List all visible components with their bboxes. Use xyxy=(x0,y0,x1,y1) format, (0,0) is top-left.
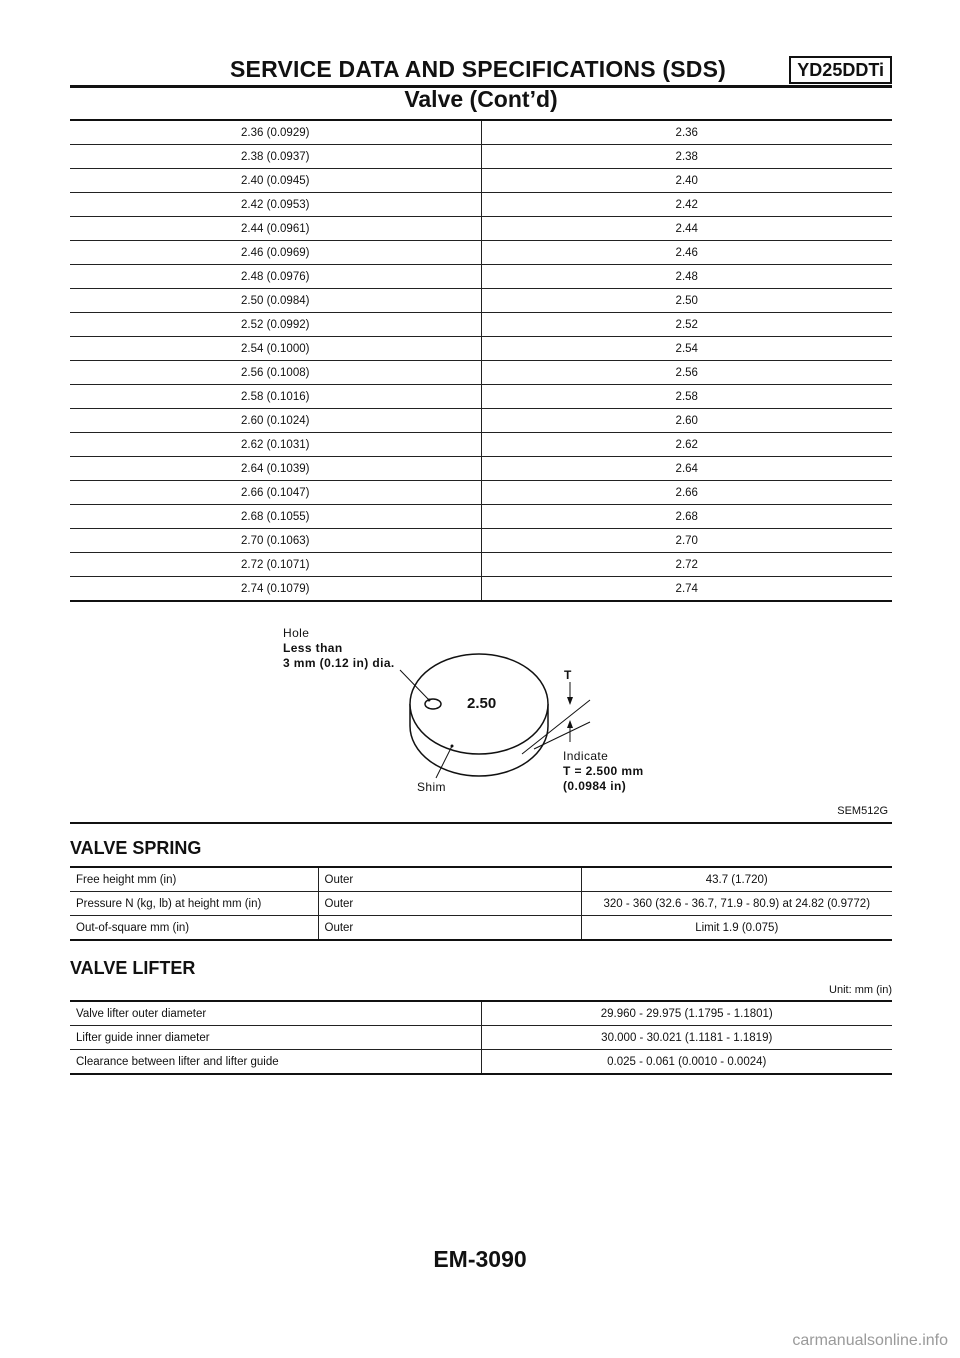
indicate-value-inch: (0.0984 in) xyxy=(563,779,627,793)
identification-mark-cell: 2.50 xyxy=(481,289,892,313)
identification-mark-cell: 2.38 xyxy=(481,145,892,169)
lifter-value-cell: 29.960 - 29.975 (1.1795 - 1.1801) xyxy=(481,1001,892,1026)
t-label: T xyxy=(564,668,572,682)
header-subtitle: Valve (Cont’d) xyxy=(404,86,558,112)
valve-spring-title: VALVE SPRING xyxy=(70,838,202,858)
unit-note: Unit: mm (in) xyxy=(829,984,892,996)
spring-item-cell: Free height mm (in) xyxy=(70,867,318,892)
lifter-item-cell: Lifter guide inner diameter xyxy=(70,1026,481,1050)
shim-thickness-mark: 2.50 xyxy=(467,695,497,712)
hole-label: Hole xyxy=(283,626,310,640)
identification-mark-cell: 2.58 xyxy=(481,385,892,409)
table-row xyxy=(70,1026,892,1050)
table-row xyxy=(70,577,892,602)
spring-part-cell: Outer xyxy=(318,916,581,941)
identification-mark-cell: 2.74 xyxy=(481,577,892,602)
table-row xyxy=(70,867,892,892)
shim-thickness-cell: 2.66 (0.1047) xyxy=(70,481,481,505)
spring-part-cell: Outer xyxy=(318,867,581,892)
identification-mark-cell: 2.64 xyxy=(481,457,892,481)
identification-mark-cell: 2.70 xyxy=(481,529,892,553)
valve-lifter-table xyxy=(70,1000,892,1075)
shim-thickness-cell: 2.72 (0.1071) xyxy=(70,553,481,577)
shim-thickness-cell: 2.40 (0.0945) xyxy=(70,169,481,193)
indicate-label: Indicate xyxy=(563,749,609,763)
table-row xyxy=(70,553,892,577)
shim-thickness-cell: 2.68 (0.1055) xyxy=(70,505,481,529)
spring-part-cell: Outer xyxy=(318,892,581,916)
hole-size-note: Less than xyxy=(283,641,343,655)
identification-mark-cell: 2.36 xyxy=(481,120,892,145)
table-row xyxy=(70,916,892,941)
table-row xyxy=(70,529,892,553)
identification-mark-cell: 2.44 xyxy=(481,217,892,241)
shim-thickness-cell: 2.48 (0.0976) xyxy=(70,265,481,289)
shim-thickness-cell: 2.58 (0.1016) xyxy=(70,385,481,409)
identification-mark-cell: 2.42 xyxy=(481,193,892,217)
identification-mark-cell: 2.68 xyxy=(481,505,892,529)
valve-spring-table xyxy=(70,866,892,941)
identification-mark-cell: 2.40 xyxy=(481,169,892,193)
spring-item-cell: Pressure N (kg, lb) at height mm (in) xyxy=(70,892,318,916)
table-row xyxy=(70,1001,892,1026)
identification-mark-cell: 2.46 xyxy=(481,241,892,265)
table-row xyxy=(70,409,892,433)
table-row xyxy=(70,217,892,241)
table-row xyxy=(70,385,892,409)
lifter-item-cell: Clearance between lifter and lifter guide xyxy=(70,1050,481,1075)
identification-mark-cell: 2.72 xyxy=(481,553,892,577)
identification-mark-cell: 2.66 xyxy=(481,481,892,505)
table-row xyxy=(70,313,892,337)
identification-mark-cell: 2.60 xyxy=(481,409,892,433)
shim-label: Shim xyxy=(417,780,446,794)
shim-thickness-cell: 2.36 (0.0929) xyxy=(70,120,481,145)
watermark: carmanualsonline.info xyxy=(792,1332,948,1349)
shim-thickness-cell: 2.44 (0.0961) xyxy=(70,217,481,241)
table-row xyxy=(70,289,892,313)
identification-mark-cell: 2.56 xyxy=(481,361,892,385)
indicate-value: T = 2.500 mm xyxy=(563,764,644,778)
shim-thickness-cell: 2.54 (0.1000) xyxy=(70,337,481,361)
spring-item-cell: Out-of-square mm (in) xyxy=(70,916,318,941)
shim-thickness-cell: 2.70 (0.1063) xyxy=(70,529,481,553)
lifter-item-cell: Valve lifter outer diameter xyxy=(70,1001,481,1026)
table-row xyxy=(70,361,892,385)
table-row xyxy=(70,193,892,217)
figure-code: SEM512G xyxy=(837,805,888,817)
lifter-value-cell: 30.000 - 30.021 (1.1181 - 1.1819) xyxy=(481,1026,892,1050)
header-title: SERVICE DATA AND SPECIFICATIONS (SDS) xyxy=(230,56,726,82)
spring-value-cell: 320 - 360 (32.6 - 36.7, 71.9 - 80.9) at 24.82 (0.9772) xyxy=(581,892,892,916)
table-row xyxy=(70,481,892,505)
identification-mark-cell: 2.54 xyxy=(481,337,892,361)
hole-size-value: 3 mm (0.12 in) dia. xyxy=(283,656,395,670)
shim-thickness-table xyxy=(70,119,892,602)
table-row xyxy=(70,1050,892,1075)
page-header xyxy=(70,52,892,116)
engine-model-badge: YD25DDTi xyxy=(789,56,892,84)
table-row xyxy=(70,433,892,457)
shim-thickness-cell: 2.64 (0.1039) xyxy=(70,457,481,481)
shim-thickness-cell: 2.50 (0.0984) xyxy=(70,289,481,313)
shim-figure xyxy=(70,604,892,824)
table-row xyxy=(70,892,892,916)
valve-lifter-title: VALVE LIFTER xyxy=(70,958,196,978)
shim-thickness-cell: 2.62 (0.1031) xyxy=(70,433,481,457)
shim-thickness-cell: 2.46 (0.0969) xyxy=(70,241,481,265)
table-row xyxy=(70,145,892,169)
table-row xyxy=(70,265,892,289)
lifter-value-cell: 0.025 - 0.061 (0.0010 - 0.0024) xyxy=(481,1050,892,1075)
shim-thickness-cell: 2.38 (0.0937) xyxy=(70,145,481,169)
shim-thickness-cell: 2.42 (0.0953) xyxy=(70,193,481,217)
table-row xyxy=(70,241,892,265)
table-row xyxy=(70,120,892,145)
identification-mark-cell: 2.48 xyxy=(481,265,892,289)
page-number: EM-3090 xyxy=(433,1246,527,1272)
table-row xyxy=(70,457,892,481)
shim-thickness-cell: 2.56 (0.1008) xyxy=(70,361,481,385)
identification-mark-cell: 2.62 xyxy=(481,433,892,457)
shim-thickness-cell: 2.74 (0.1079) xyxy=(70,577,481,602)
spring-value-cell: 43.7 (1.720) xyxy=(581,867,892,892)
table-row xyxy=(70,169,892,193)
shim-diagram xyxy=(70,604,892,822)
shim-thickness-cell: 2.60 (0.1024) xyxy=(70,409,481,433)
table-row xyxy=(70,505,892,529)
spring-value-cell: Limit 1.9 (0.075) xyxy=(581,916,892,941)
shim-thickness-cell: 2.52 (0.0992) xyxy=(70,313,481,337)
identification-mark-cell: 2.52 xyxy=(481,313,892,337)
table-row xyxy=(70,337,892,361)
